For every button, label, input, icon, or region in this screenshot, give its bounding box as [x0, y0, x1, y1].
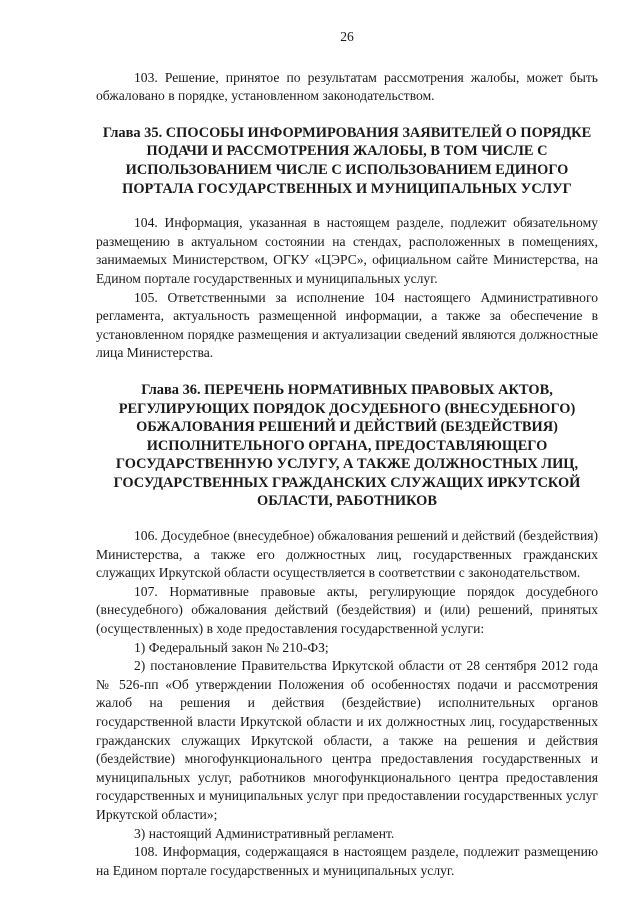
document-page: [96, 28, 598, 880]
paragraph-105: 105. Ответственными за исполнение 104 настоящего Административного регламента, актуальность размещенной информации, а также за обеспечение в установленном порядке размещения и актуализации сведений являются должностные лица Министерства.: [96, 289, 598, 361]
spacer: [96, 106, 598, 124]
chapter-35-heading: Глава 35. СПОСОБЫ ИНФОРМИРОВАНИЯ ЗАЯВИТЕЛЕЙ О ПОРЯДКЕ ПОДАЧИ И РАССМОТРЕНИЯ ЖАЛОБЫ, В ТОМ ЧИСЛЕ С ИСПОЛЬЗОВАНИЕМ ЧИСЛЕ С ИСПОЛЬЗОВАНИЕМ ЕДИНОГО ПОРТАЛА ГОСУДАРСТВЕННЫХ И МУНИЦИПАЛЬНЫХ УСЛУГ: [102, 124, 592, 197]
paragraph-103: 103. Решение, принятое по результатам рассмотрения жалобы, может быть обжаловано в порядке, установленном законодательством.: [96, 69, 598, 104]
spacer: [96, 363, 598, 381]
paragraph-108: 108. Информация, содержащаяся в настоящем разделе, подлежит размещению на Едином портале государственных и муниципальных услуг.: [96, 844, 598, 878]
paragraph-106: 106. Досудебное (внесудебное) обжалования решений и действий (бездействия) Министерства, а также его должностных лиц, государственных гражданских служащих Иркутской области осуществляется в соответствии с законодательством.: [96, 528, 598, 581]
paragraph-104: 104. Информация, указанная в настоящем разделе, подлежит обязательному размещению в актуальном состоянии на стендах, расположенных в помещениях, занимаемых Министерством, ОГКУ «ЦЭРС», официальном сайте Министерства, на Едином портале государственных и муниципальных услуг.: [96, 215, 598, 286]
spacer: [96, 511, 598, 527]
paragraph-107-item-1: 1) Федеральный закон № 210-ФЗ;: [134, 639, 329, 655]
spacer: [96, 198, 598, 214]
paragraph-107-item-3: 3) настоящий Административный регламент.: [134, 825, 395, 841]
chapter-36-heading: Глава 36. ПЕРЕЧЕНЬ НОРМАТИВНЫХ ПРАВОВЫХ АКТОВ, РЕГУЛИРУЮЩИХ ПОРЯДОК ДОСУДЕБНОГО (ВНЕСУДЕБНОГО) ОБЖАЛОВАНИЯ РЕШЕНИЙ И ДЕЙСТВИЙ (БЕЗДЕЙСТВИЯ) ИСПОЛНИТЕЛЬНОГО ОРГАНА, ПРЕДОСТАВЛЯЮЩЕГО ГОСУДАРСТВЕННУЮ УСЛУГУ, А ТАКЖЕ ДОЛЖНОСТНЫХ ЛИЦ, ГОСУДАРСТВЕННЫХ ГРАЖДАНСКИХ СЛУЖАЩИХ ИРКУТСКОЙ ОБЛАСТИ, РАБОТНИКОВ: [113, 381, 581, 510]
paragraph-107-item-2: 2) постановление Правительства Иркутской области от 28 сентября 2012 года № 526-пп «Об утверждении Положения об особенностях подачи и рассмотрения жалоб на решения и действия (бездействие) исполнительных органов государственной власти Иркутской области и их должностных лиц, государственных гражданских служащих Иркутской области, а также на решения и действия (бездействие) многофункционального центра предоставления государственных и муниципальных услуг, работников многофункционального центра предоставления государственных и муниципальных услуг при предоставлении государственных услуг Иркутской области»;: [96, 658, 598, 822]
page-number: 26: [340, 29, 354, 44]
paragraph-107: 107. Нормативные правовые акты, регулирующие порядок досудебного (внесудебного) обжалования действий (бездействия) и (или) решений, принятых (осуществленных) в ходе предоставления государственной услуги:: [96, 583, 598, 637]
